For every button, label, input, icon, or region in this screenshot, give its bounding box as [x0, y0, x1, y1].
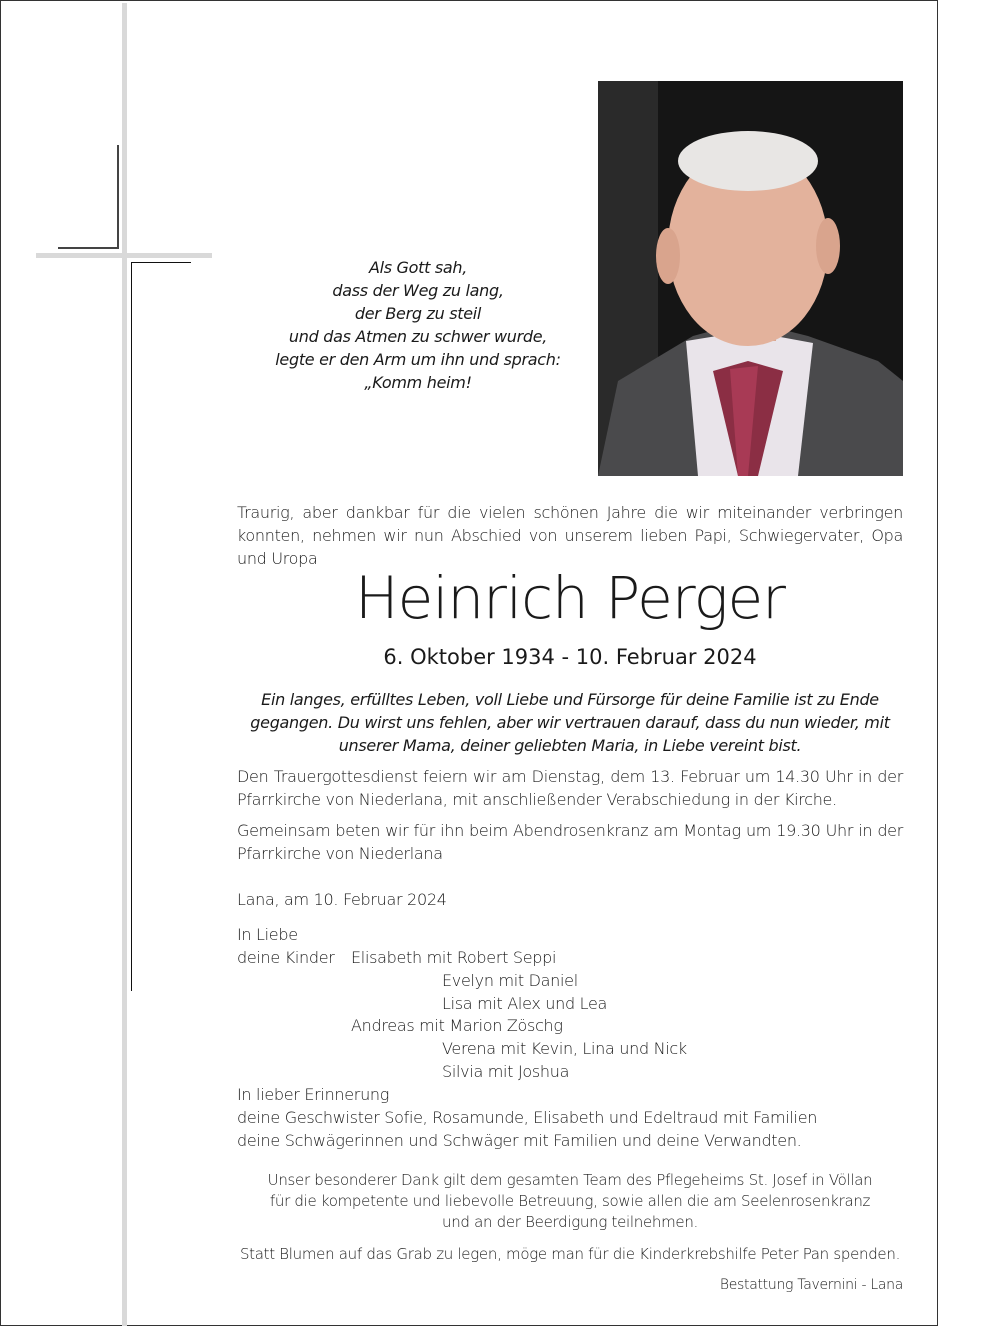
memory-label: In lieber Erinnerung	[237, 1085, 390, 1104]
life-dates: 6. Oktober 1934 - 10. Februar 2024	[383, 645, 757, 669]
quote-line: und das Atmen zu schwer wurde,	[288, 327, 548, 346]
rosary-text: Gemeinsam beten wir für ihn beim Abendrosenkranz am Montag um 19.30 Uhr in der Pfarrkirche von Niederlana	[237, 821, 903, 863]
child-family: Elisabeth mit Robert Seppi	[351, 948, 557, 967]
in-love-label: In Liebe	[237, 925, 298, 944]
memorial-quote	[250, 256, 586, 394]
intro-text: Traurig, aber dankbar für die vielen schönen Jahre die wir miteinander verbringen konnten, nehmen wir nun Abschied von unserem lieben Papi, Schwiegervater, Opa und Uropa	[237, 503, 903, 568]
quote-line: „Komm heim!	[364, 373, 472, 392]
quote-line: dass der Weg zu lang,	[332, 281, 504, 300]
thanks-text	[237, 1170, 903, 1233]
children-label: deine Kinder	[237, 948, 335, 967]
quote-line: Als Gott sah,	[368, 258, 468, 277]
place-date: Lana, am 10. Februar 2024	[237, 890, 447, 909]
thanks-line: und an der Beerdigung teilnehmen.	[441, 1213, 698, 1231]
quote-line: legte er den Arm um ihn und sprach:	[275, 350, 561, 369]
child-family: Andreas mit Marion Zöschg	[351, 1016, 563, 1035]
portrait-photo	[598, 81, 903, 476]
thanks-line: Unser besonderer Dank gilt dem gesamten Team des Pflegeheims St. Josef in Völlan	[267, 1171, 873, 1189]
tribute-text: Ein langes, erfülltes Leben, voll Liebe und Fürsorge für deine Familie ist zu Ende gegangen. Du wirst uns fehlen, aber wir vertrauen darauf, dass du nun wieder, mit unserer Mama, deiner geliebten Maria, in Liebe vereint bist.	[250, 690, 890, 755]
grandchild-family: Verena mit Kevin, Lina und Nick	[442, 1039, 687, 1058]
thanks-line: für die kompetente und liebevolle Betreuung, sowie allen die am Seelenrosenkranz	[269, 1192, 871, 1210]
siblings-line: deine Geschwister Sofie, Rosamunde, Elisabeth und Edeltraud mit Familien	[237, 1108, 818, 1127]
service-text: Den Trauergottesdienst feiern wir am Dienstag, dem 13. Februar um 14.30 Uhr in der Pfarrkirche von Niederlana, mit anschließender Verabschiedung in der Kirche.	[237, 767, 903, 809]
inlaws-line: deine Schwägerinnen und Schwäger mit Familien und deine Verwandten.	[237, 1131, 802, 1150]
deceased-name: Heinrich Perger	[355, 564, 785, 632]
quote-line: der Berg zu steil	[354, 304, 482, 323]
grandchild-family: Evelyn mit Daniel	[442, 971, 578, 990]
undertaker: Bestattung Tavernini - Lana	[719, 1277, 903, 1293]
donation-text: Statt Blumen auf das Grab zu legen, möge man für die Kinderkrebshilfe Peter Pan spenden.	[239, 1245, 901, 1263]
grandchild-family: Silvia mit Joshua	[442, 1062, 570, 1081]
grandchild-family: Lisa mit Alex und Lea	[442, 994, 607, 1013]
